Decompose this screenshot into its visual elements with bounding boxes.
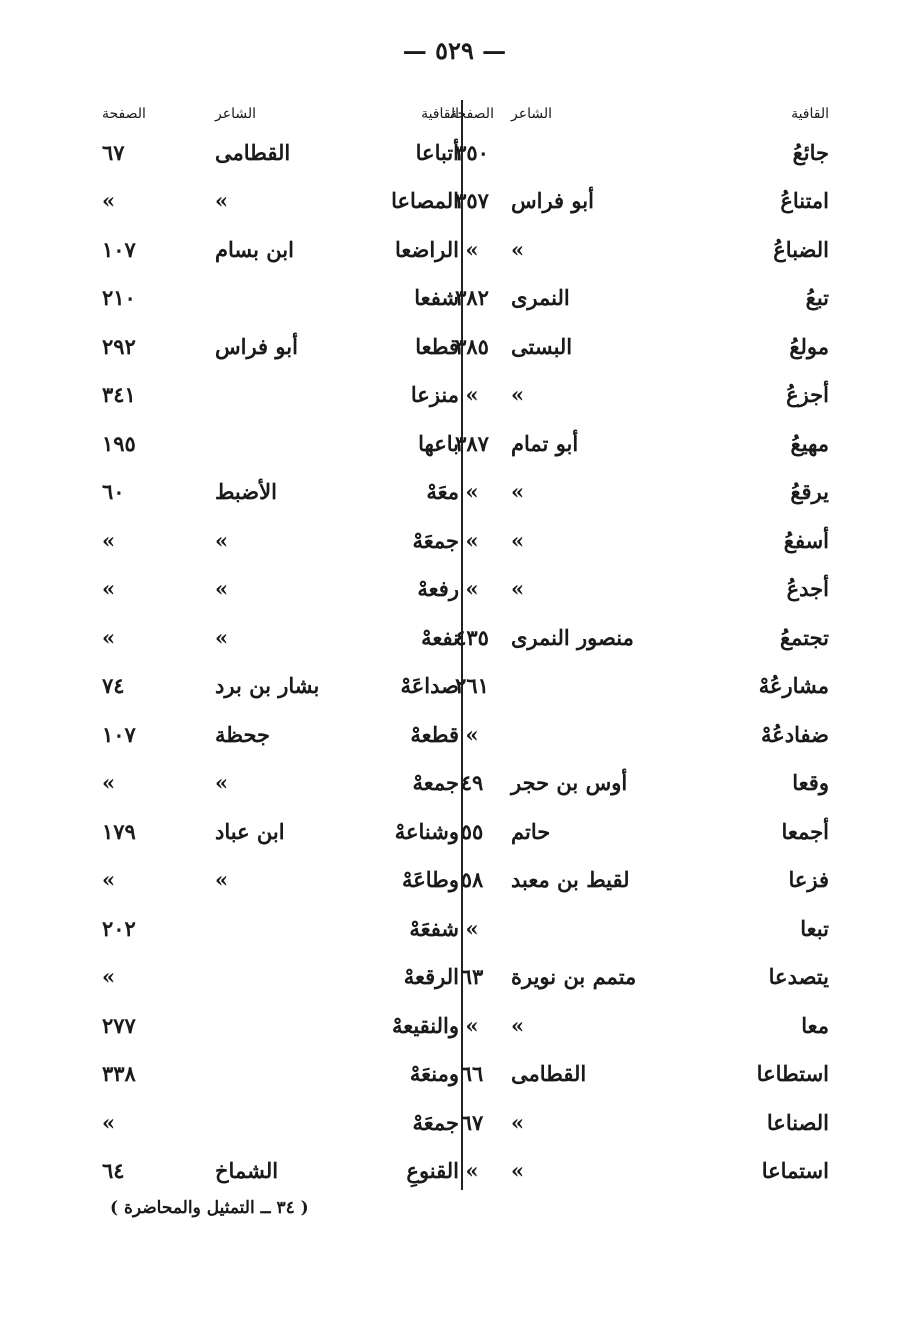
page-cell: ٥٥ bbox=[460, 818, 484, 844]
page-cell: » bbox=[102, 770, 116, 796]
footer-signature: ( ٣٤ ــ التمثيل والمحاضرة ) bbox=[110, 1198, 309, 1218]
page-cell: » bbox=[465, 721, 479, 747]
header-rhyme: القافية bbox=[421, 106, 459, 122]
rhyme-cell: صداعَهْ bbox=[400, 673, 459, 699]
table-row bbox=[433, 807, 829, 856]
rhyme-cell: شفعَهْ bbox=[409, 915, 459, 941]
page-cell: ٥٨ bbox=[460, 867, 484, 893]
table-row bbox=[102, 274, 459, 323]
page-number: — ٥٢٩ — bbox=[402, 36, 507, 65]
table-row bbox=[102, 371, 459, 420]
table-row bbox=[433, 710, 829, 759]
rhyme-cell: المصاعا bbox=[391, 188, 459, 214]
page-cell: ٣٣٨ bbox=[102, 1061, 136, 1087]
poet-cell: النمرى bbox=[511, 285, 570, 311]
poet-cell: » bbox=[511, 1012, 525, 1038]
poet-cell: بشار بن برد bbox=[215, 673, 320, 699]
rhyme-cell: الراضعا bbox=[394, 236, 459, 262]
rhyme-cell: قطعهْ bbox=[410, 721, 459, 747]
page-cell: » bbox=[102, 624, 116, 650]
poet-cell: منصور النمرى bbox=[511, 624, 634, 650]
poet-cell: » bbox=[215, 624, 229, 650]
page-cell: » bbox=[102, 867, 116, 893]
table-row bbox=[433, 1098, 829, 1147]
page-cell: » bbox=[102, 188, 116, 214]
table-row bbox=[433, 856, 829, 905]
rhyme-cell: أسفعُ bbox=[783, 527, 829, 553]
left-table-header bbox=[102, 100, 459, 128]
table-row bbox=[102, 565, 459, 614]
table-row bbox=[433, 1147, 829, 1196]
table-row bbox=[433, 128, 829, 177]
rhyme-cell: جمعَهْ bbox=[412, 527, 459, 553]
page-cell: » bbox=[465, 479, 479, 505]
page-cell: ٢٦١ bbox=[455, 673, 489, 699]
page-cell: ٢١٠ bbox=[102, 285, 136, 311]
poet-cell: أبو تمام bbox=[511, 430, 579, 456]
rhyme-cell: أجزعُ bbox=[786, 382, 829, 408]
rhyme-cell: يرقعُ bbox=[790, 479, 829, 505]
table-row bbox=[433, 904, 829, 953]
rhyme-cell: جمعَهْ bbox=[412, 1109, 459, 1135]
poet-cell: ابن بسام bbox=[215, 236, 294, 262]
rhyme-cell: الضباعُ bbox=[773, 236, 829, 262]
page-cell: ١٩٥ bbox=[102, 430, 136, 456]
poet-cell: » bbox=[215, 770, 229, 796]
rhyme-cell: شفعا bbox=[414, 285, 459, 311]
table-row bbox=[433, 662, 829, 711]
page-cell: » bbox=[465, 236, 479, 262]
rhyme-cell: رفعهْ bbox=[417, 576, 459, 602]
poet-cell: » bbox=[511, 1109, 525, 1135]
table-row bbox=[102, 1050, 459, 1099]
rhyme-cell: استطاعا bbox=[756, 1061, 829, 1087]
table-row bbox=[102, 807, 459, 856]
poet-cell: » bbox=[215, 867, 229, 893]
table-row bbox=[102, 953, 459, 1002]
table-row bbox=[102, 225, 459, 274]
page-cell: ١٧٩ bbox=[102, 818, 136, 844]
page-cell: ٢٧٧ bbox=[102, 1012, 136, 1038]
table-row bbox=[433, 225, 829, 274]
rhyme-cell: مهيعُ bbox=[790, 430, 829, 456]
poet-cell: أبو فراس bbox=[511, 188, 594, 214]
table-row bbox=[102, 177, 459, 226]
rhyme-cell: امتناعُ bbox=[780, 188, 829, 214]
page-cell: ٣٨٥ bbox=[455, 333, 489, 359]
page-cell: ٦٠ bbox=[102, 479, 125, 505]
rhyme-cell: القنوعِ bbox=[406, 1158, 459, 1184]
page-cell: ٤٣٥ bbox=[455, 624, 489, 650]
page-cell: ٣٨٧ bbox=[455, 430, 489, 456]
rhyme-cell: الصناعا bbox=[766, 1109, 829, 1135]
table-row bbox=[433, 516, 829, 565]
table-row bbox=[102, 662, 459, 711]
poet-cell: » bbox=[215, 576, 229, 602]
table-row bbox=[433, 759, 829, 808]
right-index-table bbox=[433, 100, 829, 1195]
rhyme-cell: باعها bbox=[418, 430, 459, 456]
page-cell: ٧٤ bbox=[102, 673, 125, 699]
table-row bbox=[433, 953, 829, 1002]
header-page: الصفحة bbox=[102, 106, 146, 122]
rhyme-cell: والنقيعهْ bbox=[391, 1012, 459, 1038]
left-table-body bbox=[102, 128, 459, 1195]
poet-cell: » bbox=[511, 527, 525, 553]
rhyme-cell: وطاعَهْ bbox=[401, 867, 459, 893]
rhyme-cell: يتصدعا bbox=[768, 964, 829, 990]
rhyme-cell: منزعا bbox=[410, 382, 459, 408]
page-cell: » bbox=[465, 1158, 479, 1184]
rhyme-cell: أتباعا bbox=[415, 139, 459, 165]
right-table-body bbox=[433, 128, 829, 1195]
rhyme-cell: جمعهْ bbox=[412, 770, 459, 796]
rhyme-cell: نفعهْ bbox=[421, 624, 459, 650]
poet-cell: الأضبط bbox=[215, 479, 277, 505]
header-rhyme: القافية bbox=[791, 106, 829, 122]
rhyme-cell: معَهْ bbox=[426, 479, 459, 505]
page-cell: » bbox=[465, 382, 479, 408]
table-row bbox=[102, 1147, 459, 1196]
page-cell: » bbox=[102, 576, 116, 602]
rhyme-cell: جائعُ bbox=[792, 139, 829, 165]
table-row bbox=[433, 565, 829, 614]
poet-cell: لقيط بن معبد bbox=[511, 867, 630, 893]
rhyme-cell: وقعا bbox=[792, 770, 829, 796]
rhyme-cell: الرقعهْ bbox=[403, 964, 459, 990]
poet-cell: حاتم bbox=[511, 818, 551, 844]
page-cell: ٦٦ bbox=[460, 1061, 484, 1087]
poet-cell: » bbox=[511, 236, 525, 262]
header-page: الصفحة bbox=[450, 106, 494, 122]
page-cell: ٦٣ bbox=[460, 964, 484, 990]
page-cell: ٦٧ bbox=[460, 1109, 484, 1135]
rhyme-cell: وشناعهْ bbox=[394, 818, 459, 844]
rhyme-cell: قطعا bbox=[415, 333, 459, 359]
page-cell: ٦٤ bbox=[102, 1158, 125, 1184]
table-row bbox=[102, 322, 459, 371]
rhyme-cell: فزعا bbox=[788, 867, 829, 893]
poet-cell: » bbox=[511, 479, 525, 505]
rhyme-cell: مولعُ bbox=[789, 333, 829, 359]
poet-cell: أبو فراس bbox=[215, 333, 298, 359]
table-row bbox=[102, 128, 459, 177]
poet-cell: الشماخ bbox=[215, 1158, 279, 1184]
rhyme-cell: تجتمعُ bbox=[779, 624, 829, 650]
rhyme-cell: تبعُ bbox=[805, 285, 829, 311]
rhyme-cell: ضفادعُهْ bbox=[761, 721, 829, 747]
table-row bbox=[433, 177, 829, 226]
table-row bbox=[433, 1001, 829, 1050]
page-cell: ٣٥٧ bbox=[455, 188, 489, 214]
poet-cell: » bbox=[215, 527, 229, 553]
rhyme-cell: أجمعا bbox=[781, 818, 829, 844]
page-cell: ٣٥٠ bbox=[455, 139, 489, 165]
table-row bbox=[433, 322, 829, 371]
table-row bbox=[433, 613, 829, 662]
table-row bbox=[102, 856, 459, 905]
table-row bbox=[433, 468, 829, 517]
page-cell: » bbox=[465, 576, 479, 602]
table-row bbox=[433, 1050, 829, 1099]
poet-cell: جحظة bbox=[215, 721, 271, 747]
poet-cell: » bbox=[511, 576, 525, 602]
header-poet: الشاعر bbox=[511, 106, 552, 122]
table-row bbox=[102, 419, 459, 468]
table-row bbox=[433, 274, 829, 323]
table-row bbox=[102, 1098, 459, 1147]
table-row bbox=[102, 516, 459, 565]
page-cell: » bbox=[102, 527, 116, 553]
poet-cell: » bbox=[511, 1158, 525, 1184]
right-table-header bbox=[433, 100, 829, 128]
poet-cell: القطامى bbox=[511, 1061, 587, 1087]
page-cell: » bbox=[102, 1109, 116, 1135]
rhyme-cell: مشارعُهْ bbox=[758, 673, 829, 699]
table-row bbox=[102, 710, 459, 759]
table-row bbox=[102, 759, 459, 808]
page-cell: ٣٤١ bbox=[102, 382, 136, 408]
poet-cell: البستى bbox=[511, 333, 573, 359]
page-cell: ٢٠٢ bbox=[102, 915, 136, 941]
page-cell: ١٠٧ bbox=[102, 236, 136, 262]
poet-cell: أوس بن حجر bbox=[511, 770, 628, 796]
poet-cell: ابن عباد bbox=[215, 818, 285, 844]
left-index-table bbox=[102, 100, 459, 1195]
page-cell: ٦٧ bbox=[102, 139, 125, 165]
table-row bbox=[102, 904, 459, 953]
page-cell: ٢٩٢ bbox=[102, 333, 136, 359]
page-cell: » bbox=[465, 527, 479, 553]
poet-cell: » bbox=[215, 188, 229, 214]
table-row bbox=[102, 613, 459, 662]
page-cell: » bbox=[102, 964, 116, 990]
rhyme-cell: أجدعُ bbox=[786, 576, 829, 602]
page-cell: ٤٩ bbox=[460, 770, 484, 796]
table-row bbox=[102, 468, 459, 517]
page-cell: ٣٨٢ bbox=[455, 285, 489, 311]
page-cell: » bbox=[465, 915, 479, 941]
poet-cell: القطامى bbox=[215, 139, 291, 165]
header-poet: الشاعر bbox=[215, 106, 256, 122]
table-row bbox=[433, 371, 829, 420]
rhyme-cell: استماعا bbox=[761, 1158, 829, 1184]
page-cell: ١٠٧ bbox=[102, 721, 136, 747]
page-cell: » bbox=[465, 1012, 479, 1038]
poet-cell: » bbox=[511, 382, 525, 408]
rhyme-cell: ومنعَهْ bbox=[409, 1061, 459, 1087]
table-row bbox=[102, 1001, 459, 1050]
poet-cell: متمم بن نويرة bbox=[511, 964, 637, 990]
table-row bbox=[433, 419, 829, 468]
rhyme-cell: تبعا bbox=[800, 915, 829, 941]
rhyme-cell: معا bbox=[801, 1012, 829, 1038]
